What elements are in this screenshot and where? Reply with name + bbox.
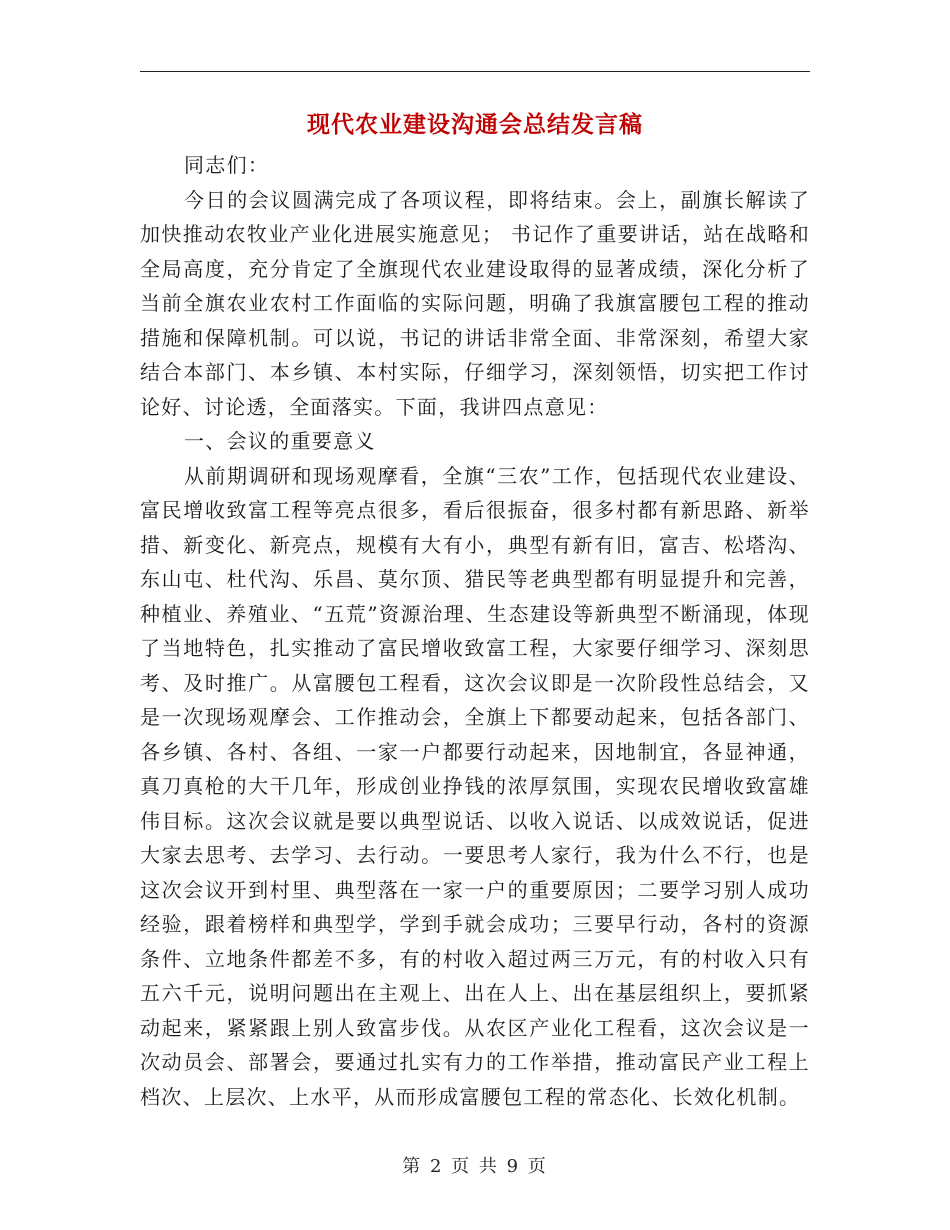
salutation: 同志们：: [184, 153, 270, 177]
paragraph-intro: 今日的会议圆满完成了各项议程，即将结束。会上，副旗长解读了加快推动农牧业产业化进展实施意见； 书记作了重要讲话，站在战略和全局高度，充分肯定了全旗现代农业建设取得的显著成绩，深化分析了当前全旗农业农村工作面临的实际问题，明确了我旗富腰包工程的推动措施和保障机制。可以说，书记的讲话非常全面、非常深刻，希望大家结合本部门、本乡镇、本村实际，仔细学习，深刻领悟，切实把工作讨论好、讨论透，全面落实。下面，我讲四点意见：: [140, 187, 810, 419]
page-number: 第 2 页 共 9 页: [402, 1156, 548, 1177]
document-body: [140, 148, 810, 1114]
section-heading-1: 一、会议的重要意义: [184, 429, 376, 453]
header-rule: [140, 71, 810, 72]
paragraph-significance: 从前期调研和现场观摩看，全旗“三农”工作，包括现代农业建设、富民增收致富工程等亮点很多，看后很振奋，很多村都有新思路、新举措、新变化、新亮点，规模有大有小，典型有新有旧，富吉、松塔沟、东山屯、杜代沟、乐昌、莫尔顶、猎民等老典型都有明显提升和完善，种植业、养殖业、“五荒”资源治理、生态建设等新典型不断涌现，体现了当地特色，扎实推动了富民增收致富工程，大家要仔细学习、深刻思考、及时推广。从富腰包工程看，这次会议即是一次阶段性总结会，又是一次现场观摩会、工作推动会，全旗上下都要动起来，包括各部门、各乡镇、各村、各组、一家一户都要行动起来，因地制宜，各显神通，真刀真枪的大干几年，形成创业挣钱的浓厚氛围，实现农民增收致富雄伟目标。这次会议就是要以典型说话、以收入说话、以成效说话，促进大家去思考、去学习、去行动。一要思考人家行，我为什么不行，也是这次会议开到村里、典型落在一家一户的重要原因；二要学习别人成功经验，跟着榜样和典型学，学到手就会成功；三要早行动，各村的资源条件、立地条件都差不多，有的村收入超过两三万元，有的村收入只有五六千元，说明问题出在主观上、出在人上、出在基层组织上，要抓紧动起来，紧紧跟上别人致富步伐。从农区产业化工程看，这次会议是一次动员会、部署会，要通过扎实有力的工作举措，推动富民产业工程上档次、上层次、上水平，从而形成富腰包工程的常态化、长效化机制。: [140, 463, 810, 1109]
document-title: 现代农业建设沟通会总结发言稿: [307, 111, 643, 138]
